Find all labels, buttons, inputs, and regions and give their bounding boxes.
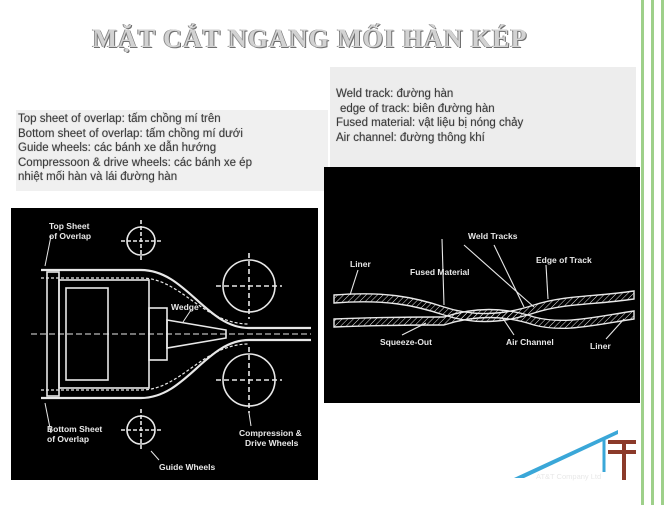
note-line: Air channel: đường thông khí [336, 131, 485, 144]
label-wedge: Wedge [171, 302, 199, 312]
right-border-bar [641, 0, 644, 505]
label-liner-right: Liner [590, 341, 611, 351]
note-line: nhiệt mối hàn và lái đường hàn [18, 171, 178, 183]
weld-cross-section-drawing [324, 167, 640, 403]
company-name: AT&T Company Ltd [536, 472, 602, 481]
note-line: Fused material: vật liệu bị nóng chảy [336, 117, 524, 129]
note-line: Weld track: đường hàn [336, 88, 454, 100]
label-squeeze-out: Squeeze-Out [380, 337, 432, 347]
label-top-sheet-2: of Overlap [49, 231, 92, 241]
weld-cross-section-diagram [324, 167, 640, 403]
note-line: Top sheet of overlap: tấm chồng mí trên [18, 113, 221, 125]
note-line: Bottom sheet of overlap: tấm chồng mí dưới [18, 127, 243, 140]
wedge-welder-diagram [11, 208, 318, 480]
note-line: Compressoon & drive wheels: các bánh xe ép [18, 156, 252, 169]
note-line: Guide wheels: các bánh xe dẫn hướng [18, 142, 217, 154]
slide-title: MẶT CẮT NGANG MỐI HÀN KÉP [92, 24, 528, 53]
label-compression: Compression & [239, 428, 302, 438]
note-line: edge of track: biên đường hàn [340, 102, 495, 115]
right-border-bar [651, 0, 654, 505]
label-liner-left: Liner [350, 259, 371, 269]
label-compression-2: Drive Wheels [245, 438, 299, 448]
label-fused-material: Fused Material [410, 267, 470, 277]
company-logo-mark [508, 428, 640, 484]
right-border-bar [661, 0, 664, 505]
left-notes [16, 110, 328, 191]
label-edge-of-track: Edge of Track [536, 255, 592, 265]
label-guide-wheels: Guide Wheels [159, 462, 216, 472]
company-logo [508, 428, 640, 484]
wedge-welder-drawing [11, 208, 318, 480]
right-notes [330, 67, 636, 167]
label-bottom-sheet: Bottom Sheet [47, 424, 103, 434]
label-top-sheet: Top Sheet [49, 221, 90, 231]
label-air-channel: Air Channel [506, 337, 554, 347]
label-weld-tracks: Weld Tracks [468, 231, 518, 241]
label-bottom-sheet-2: of Overlap [47, 434, 90, 444]
